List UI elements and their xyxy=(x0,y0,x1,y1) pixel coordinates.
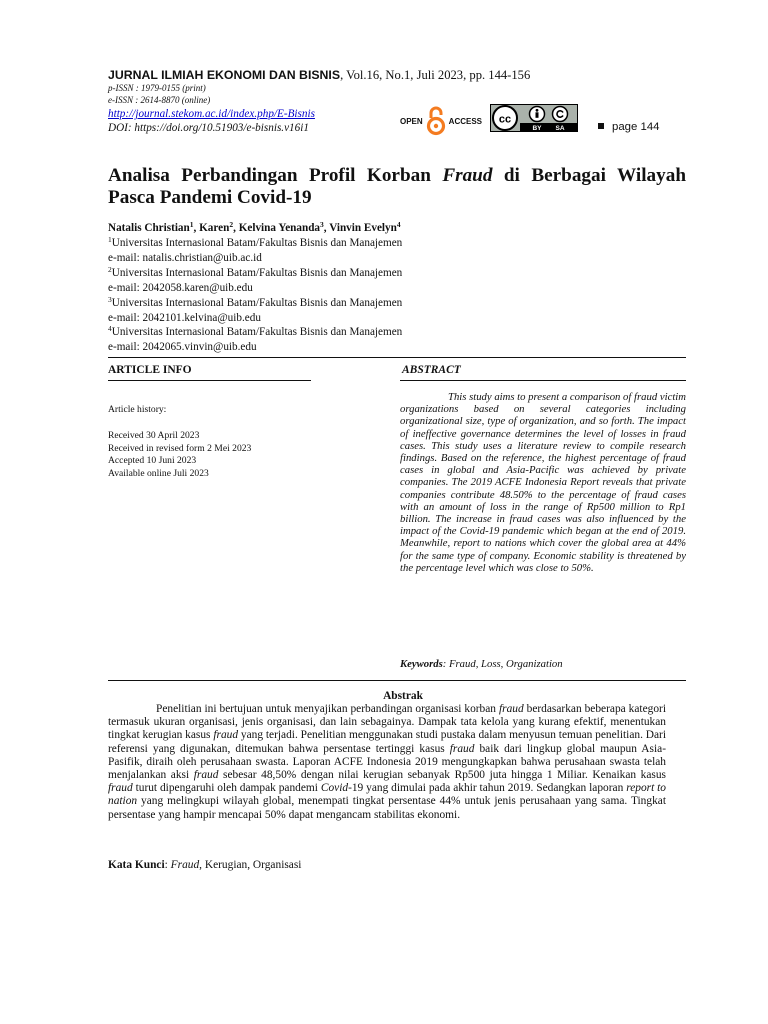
accepted-date: Accepted 10 Juni 2023 xyxy=(108,455,197,467)
abstract-text: This study aims to present a comparison of fraud victim organizations based on several categories including organizational size, type of organization, and so forth. The impact of ineffective governance determines the level of losses in fraud cases. This study uses a literature review to compile research findings. Based on the reference, the highest percentage of fraud cases in global and Asia-Pacific was achieved by private companies. The 2019 ACFE Indonesia Report reveals that private companies contribute 48.50% to the percentage of fraud cases with an amount of loss in the range of Rp500 million to Rp1 billion. The increase in fraud cases was also influenced by the impact of the Covid-19 pandemic which began at the end of 2019. Meanwhile, report to nations which cover the global area at 44% for the same type of company. Economic stability is threatened by the percentage level which was close to 50%. xyxy=(400,391,686,574)
author-name: Karen xyxy=(199,222,230,234)
affiliation: $^4$Universitas Internasional Batam/Fakultas Bisnis dan Manajemen xyxy=(108,324,403,339)
received-date: Received 30 April 2023 xyxy=(108,430,200,441)
author-list: Natalis Christian$^1$, Karen$^2$, Kelvina Yenanda$^3$, Vinvin Evelyn$^4$ xyxy=(108,220,401,234)
author-name: Vinvin Evelyn xyxy=(329,222,397,234)
abstrak-text: Penelitian ini bertujuan untuk menyajikan perbandingan organisasi korban fraud berdasarkan beberapa kategori termasuk ukuran organisasi, jenis organisasi, dan lain sebagainya. Dampak tata kelola yang kurang efektif, menentukan tingkat kerugian kasus fraud yang terjadi. Penelitian menggunakan studi pustaka dalam menyusun temuan penelitian. Dari referensi yang digunakan, ditemukan bahwa persentase tertinggi kasus fraud baik dari lingkup global maupun Asia-Pasifik, diraih oleh perusahaan swasta. Laporan ACFE Indonesia 2019 mengungkapkan bahwa perusahaan swasta telah menjalankan aksi fraud sebesar 48,50% dengan nilai kerugian sebanyak Rp500 juta hingga 1 Miliar. Kenaikan kasus fraud turut dipengaruhi oleh dampak pandemi Covid-19 yang dimulai pada akhir tahun 2019. Sedangkan laporan report to nation yang melingkupi wilayah global, menempati tingkat persentase 44% untuk jenis perusahaan yang sama. Tingkat persentase yang hampir mencapai 50% dapat mengancam stabilitas ekonomi. xyxy=(108,703,667,821)
divider xyxy=(400,380,686,381)
article-history-label: Article history: xyxy=(108,404,167,415)
affiliation: $^2$Universitas Internasional Batam/Fakultas Bisnis dan Manajemen xyxy=(108,264,403,279)
keywords: Keywords: Fraud, Loss, Organization xyxy=(400,658,563,670)
open-label: OPEN xyxy=(400,116,423,126)
revised-date: Received in revised form 2 Mei 2023 xyxy=(108,442,252,454)
article-title: Analisa Perbandingan Profil Korban Fraud di Berbagai Wilayah Pasca Pandemi Covid-19 xyxy=(108,165,686,208)
access-label: ACCESS xyxy=(448,116,483,126)
author-email: e-mail: natalis.christian@uib.ac.id xyxy=(108,251,262,264)
cc-license-badge xyxy=(490,104,578,132)
p-issn: p-ISSN : 1979-0155 (print) xyxy=(108,83,206,93)
svg-text:cc: cc xyxy=(498,113,512,126)
open-access-badge xyxy=(400,106,482,136)
journal-citation-line xyxy=(108,68,530,83)
author-email: e-mail: 2042101.kelvina@uib.edu xyxy=(108,311,261,324)
available-date: Available online Juli 2023 xyxy=(108,467,209,479)
divider xyxy=(108,680,686,681)
volume-info: , Vol.16, No.1, Juli 2023, pp. 144-156 xyxy=(340,68,531,82)
affiliation: $^3$Universitas Internasional Batam/Fakultas Bisnis dan Manajemen xyxy=(108,294,403,309)
kata-kunci: Kata Kunci: Fraud, Kerugian, Organisasi xyxy=(108,859,302,871)
author-email: e-mail: 2042065.vinvin@uib.edu xyxy=(108,341,257,354)
affiliation: $^1$Universitas Internasional Batam/Fakultas Bisnis dan Manajemen xyxy=(108,235,403,249)
doi-line: DOI: https://doi.org/10.51903/e-bisnis.v16i1 xyxy=(108,122,309,134)
open-access-lock-icon xyxy=(426,106,446,136)
divider xyxy=(108,357,686,358)
bullet-square-icon xyxy=(598,123,604,129)
e-issn: e-ISSN : 2614-8870 (online) xyxy=(108,95,211,105)
abstract-heading: ABSTRACT xyxy=(402,364,461,376)
divider xyxy=(108,380,311,381)
article-info-heading: ARTICLE INFO xyxy=(108,364,192,376)
article-history xyxy=(108,430,251,480)
author-name: Natalis Christian xyxy=(108,222,190,234)
svg-text:BY: BY xyxy=(532,124,542,132)
journal-url-link[interactable]: http://journal.stekom.ac.id/index.php/E-Bisnis xyxy=(108,108,315,120)
svg-text:SA: SA xyxy=(555,124,565,132)
abstrak-heading: Abstrak xyxy=(383,690,423,702)
author-email: e-mail: 2042058.karen@uib.edu xyxy=(108,281,253,294)
cc-by-sa-icon xyxy=(490,104,578,132)
author-name: Kelvina Yenanda xyxy=(238,222,321,234)
page-number: page 144 xyxy=(598,121,660,133)
journal-name: JURNAL ILMIAH EKONOMI DAN BISNIS xyxy=(108,68,341,82)
affiliations xyxy=(108,236,402,355)
